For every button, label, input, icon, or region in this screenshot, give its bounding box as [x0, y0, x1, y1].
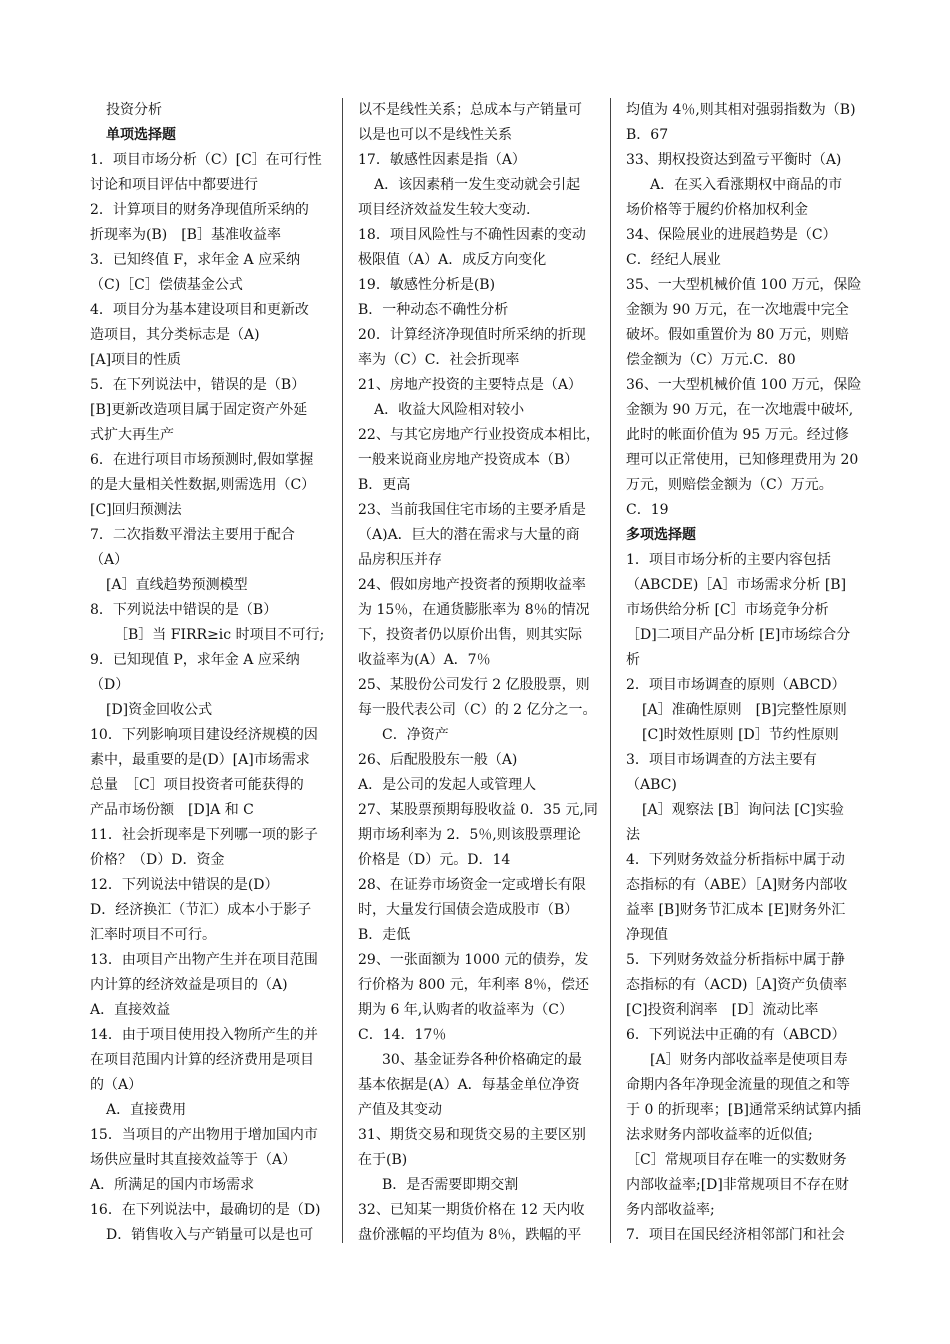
text-line: 场价格等于履约价格加权利金 [626, 202, 808, 218]
text-line: 20．计算经济净现值时所采纳的折现 [358, 327, 586, 343]
text-line: [C]投资利润率 [D］流动比率 [626, 1002, 819, 1018]
text-line: A．在买入看涨期权中商品的市 [650, 177, 843, 193]
text-line: 32、已知某一期货价格在 12 天内收 [358, 1202, 585, 1218]
text-line: 内计算的经济效益是项目的（A) [90, 977, 288, 993]
text-line: 极限值（A）A．成反方向变化 [358, 252, 547, 268]
text-line: [A］财务内部收益率是使项目寿 [650, 1052, 848, 1068]
text-line: 5．下列财务效益分析指标中属于静 [626, 952, 845, 968]
text-line: 收益率为(A）A．7％ [358, 652, 491, 668]
text-line: 产品市场份额 [D]A 和 C [90, 802, 254, 818]
text-line: 6．在进行项目市场预测时,假如掌握 [90, 452, 314, 468]
text-line: 4．下列财务效益分析指标中属于动 [626, 852, 845, 868]
text-line: 率为（C）C．社会折现率 [358, 352, 520, 368]
text-line: 以不是线性关系；总成本与产销量可 [358, 102, 582, 118]
text-line: 34、保险展业的进展趋势是（C） [626, 227, 837, 243]
text-line: 素中，最重要的是(D）[A]市场需求 [90, 752, 310, 768]
text-line: 18．项目风险性与不确性因素的变动 [358, 227, 586, 243]
text-line: 3．已知终值 F，求年金 A 应采纳 [90, 252, 301, 268]
text-line: B．更高 [358, 477, 411, 493]
text-line: B．走低 [358, 927, 411, 943]
text-line: 破坏。假如重置价为 80 万元，则赔 [626, 327, 849, 343]
text-line: 6．下列说法中正确的有（ABCD） [626, 1027, 846, 1043]
text-line: [B]更新改造项目属于固定资产外延 [90, 402, 308, 418]
text-line: 折现率为(B) [B］基准收益率 [90, 227, 281, 243]
text-line: 态指标的有（ACD)［A]资产负债率 [626, 977, 848, 993]
text-line: 金额为 90 万元，在一次地震中破坏, [626, 402, 854, 418]
text-line: 万元，则赔偿金额为（C）万元。 [626, 477, 833, 493]
text-line: 在项目范围内计算的经济费用是项目 [90, 1052, 314, 1068]
text-line: 基本依据是(A）A．每基金单位净资 [358, 1077, 580, 1093]
text-line: 35、一大型机械价值 100 万元，保险 [626, 277, 862, 293]
text-line: 时，大量发行国债会造成股市（B） [358, 902, 579, 918]
text-line: 价格？（D）D．资金 [90, 852, 225, 868]
text-line: 2．计算项目的财务净现值所采纳的 [90, 202, 309, 218]
text-line: ［D]二项目产品分析 [E]市场综合分 [626, 627, 851, 643]
text-line: 价格是（D）元。D．14 [358, 852, 511, 868]
text-line: 2．项目市场调查的原则（ABCD） [626, 677, 846, 693]
text-line: 金额为 90 万元，在一次地震中完全 [626, 302, 849, 318]
text-line: 净现值 [626, 927, 668, 943]
text-line: 14．由于项目使用投入物所产生的并 [90, 1027, 318, 1043]
text-line: 27、某股票预期每股收益 0．35 元,同 [358, 802, 598, 818]
text-line: 总量 ［C］项目投资者可能获得的 [90, 777, 304, 793]
text-line: [A］直线趋势预测模型 [106, 577, 248, 593]
text-line: 于 0 的折现率；[B]通常采纳试算内插 [626, 1102, 862, 1118]
text-line: 30、基金证券各种价格确定的最 [382, 1052, 582, 1068]
text-line: 此时的帐面价值为 95 万元。经过修 [626, 427, 849, 443]
text-line: 理可以正常使用，已知修理费用为 20 [626, 452, 859, 468]
text-line: 析 [626, 652, 640, 668]
text-line: 3．项目市场调查的方法主要有 [626, 752, 817, 768]
text-line: 的是大量相关性数据,则需选用（C） [90, 477, 316, 493]
text-line: 在于(B) [358, 1152, 408, 1168]
text-line: 31、期货交易和现货交易的主要区别 [358, 1127, 586, 1143]
text-line: 投资分析 [106, 102, 162, 118]
text-line: 汇率时项目不可行。 [90, 927, 216, 943]
text-line: 23、当前我国住宅市场的主要矛盾是 [358, 502, 586, 518]
text-line: C．19 [626, 502, 669, 518]
text-line: [A]项目的性质 [90, 352, 182, 368]
text-line: ［B］当 FIRR≥ic 时项目不可行; [114, 627, 325, 643]
text-line: 28、在证券市场资金一定或增长有限 [358, 877, 586, 893]
text-line: （ABCDE)［A］市场需求分析 [B] [626, 577, 847, 593]
column-divider [610, 98, 611, 1243]
text-line: 的（A） [90, 1077, 143, 1093]
text-line: 产值及其变动 [358, 1102, 442, 1118]
text-line: 下，投资者仍以原价出售，则其实际 [358, 627, 582, 643]
text-line: [D]资金回收公式 [106, 702, 213, 718]
text-line: （A)A．巨大的潜在需求与大量的商 [358, 527, 580, 543]
text-line: 8．下列说法中错误的是（B） [90, 602, 278, 618]
text-line: 17．敏感性因素是指（A） [358, 152, 526, 168]
text-line: 1．项目市场分析的主要内容包括 [626, 552, 831, 568]
text-line: A．所满足的国内市场需求 [90, 1177, 255, 1193]
text-line: [C]时效性原则 [D］节约性原则 [642, 727, 839, 743]
text-line: 4．项目分为基本建设项目和更新改 [90, 302, 309, 318]
text-column-middle [358, 98, 602, 1248]
text-line: [A］准确性原则 [B]完整性原则 [642, 702, 847, 718]
text-line: 项目经济效益发生较大变动. [358, 202, 531, 218]
text-line: A．该因素稍一发生变动就会引起 [374, 177, 581, 193]
text-line: 每一股代表公司（C）的 2 亿分之一。 [358, 702, 597, 718]
text-line: 内部收益率;[D]非常规项目不存在财 [626, 1177, 849, 1193]
text-line: 偿金额为（C）万元.C．80 [626, 352, 796, 368]
text-line: 单项选择题 [106, 127, 176, 143]
text-line: 命期内各年净现金流量的现值之和等 [626, 1077, 850, 1093]
text-line: 11．社会折现率是下列哪一项的影子 [90, 827, 318, 843]
text-line: C．经纪人展业 [626, 252, 721, 268]
text-line: 市场供给分析 [C］市场竞争分析 [626, 602, 829, 618]
text-line: 务内部收益率; [626, 1202, 715, 1218]
text-line: D．经济换汇（节汇）成本小于影子 [90, 902, 312, 918]
text-line: 法 [626, 827, 640, 843]
text-line: 15．当项目的产出物用于增加国内市 [90, 1127, 318, 1143]
text-line: 多项选择题 [626, 527, 696, 543]
text-line: 为 15％，在通货膨胀率为 8％的情况 [358, 602, 590, 618]
text-line: 品房积压并存 [358, 552, 442, 568]
text-line: A．直接费用 [106, 1102, 187, 1118]
text-line: 5．在下列说法中，错误的是（B） [90, 377, 306, 393]
text-line: 益率 [B]财务节汇成本 [E]财务外汇 [626, 902, 846, 918]
text-line: 29、一张面额为 1000 元的债券，发 [358, 952, 589, 968]
text-line: B．是否需要即期交割 [382, 1177, 519, 1193]
text-line: [C]回归预测法 [90, 502, 182, 518]
text-line: 25、某股份公司发行 2 亿股股票，则 [358, 677, 590, 693]
text-line: 以是也可以不是线性关系 [358, 127, 512, 143]
text-line: 26、后配股股东一般（A) [358, 752, 518, 768]
text-line: 法求财务内部收益率的近似值; [626, 1127, 813, 1143]
text-line: 24、假如房地产投资者的预期收益率 [358, 577, 586, 593]
text-line: （ABC) [626, 777, 677, 793]
text-line: B．67 [626, 127, 669, 143]
text-line: （D） [90, 677, 130, 693]
text-line: B．一种动态不确性分析 [358, 302, 509, 318]
text-line: 盘价涨幅的平均值为 8％，跌幅的平 [358, 1227, 582, 1243]
text-line: 均值为 4％,则其相对强弱指数为（B) [626, 102, 856, 118]
text-line: 22、与其它房地产行业投资成本相比， [358, 427, 600, 443]
text-line: 期市场利率为 2．5％,则该股票理论 [358, 827, 581, 843]
text-line: 1．项目市场分析（C）[C］在可行性 [90, 152, 322, 168]
text-line: 7．项目在国民经济相邻部门和社会 [626, 1227, 845, 1243]
text-line: 场供应量时其直接效益等于（A） [90, 1152, 297, 1168]
text-line: 19．敏感性分析是(B) [358, 277, 496, 293]
text-line: 行价格为 800 元，年利率 8％，偿还 [358, 977, 589, 993]
text-line: 期为 6 年,认购者的收益率为（C） [358, 1002, 573, 1018]
text-line: C．净资产 [382, 727, 449, 743]
text-line: A．是公司的发起人或管理人 [358, 777, 537, 793]
text-line: （A） [90, 552, 129, 568]
text-line: 33、期权投资达到盈亏平衡时（A) [626, 152, 842, 168]
text-line: 造项目，其分类标志是（A) [90, 327, 260, 343]
text-line: 式扩大再生产 [90, 427, 174, 443]
text-line: D．销售收入与产销量可以是也可 [106, 1227, 314, 1243]
text-line: 9．已知现值 P，求年金 A 应采纳 [90, 652, 300, 668]
text-line: 16．在下列说法中，最确切的是（D) [90, 1202, 321, 1218]
text-line: A．收益大风险相对较小 [374, 402, 525, 418]
text-line: ［C］常规项目存在唯一的实数财务 [626, 1152, 847, 1168]
text-line: 12．下列说法中错误的是(D） [90, 877, 279, 893]
text-line: 36、一大型机械价值 100 万元，保险 [626, 377, 862, 393]
text-line: 7．二次指数平滑法主要用于配合 [90, 527, 295, 543]
text-line: C．14．17％ [358, 1027, 447, 1043]
text-line: 一般来说商业房地产投资成本（B） [358, 452, 579, 468]
text-line: [A］观察法 [B］询问法 [C]实验 [642, 802, 844, 818]
text-column-left [90, 98, 334, 1248]
column-divider [342, 98, 343, 1243]
text-line: 讨论和项目评估中都要进行 [90, 177, 258, 193]
text-line: 态指标的有（ABE）［A]财务内部收 [626, 877, 848, 893]
text-line: （C)［C］偿债基金公式 [90, 277, 243, 293]
text-line: 21、房地产投资的主要特点是（A） [358, 377, 582, 393]
text-line: A．直接效益 [90, 1002, 171, 1018]
text-line: 13．由项目产出物产生并在项目范围 [90, 952, 318, 968]
text-line: 10．下列影响项目建设经济规模的因 [90, 727, 318, 743]
text-column-right [626, 98, 870, 1248]
